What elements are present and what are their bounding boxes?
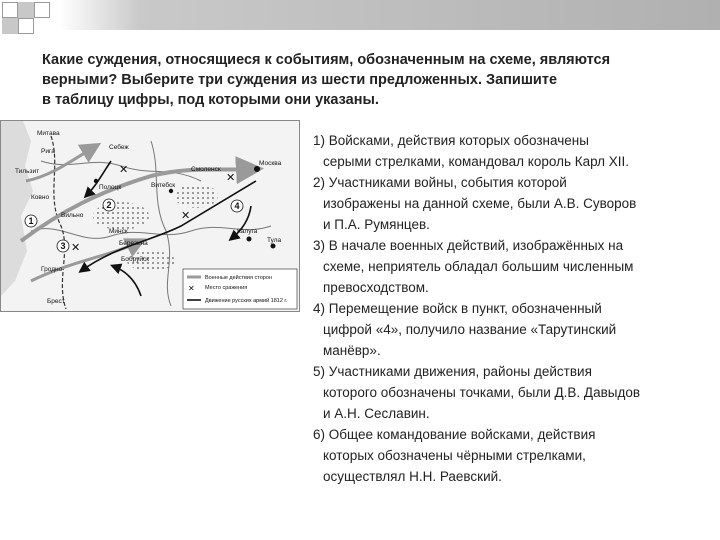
header-decoration-bar (0, 0, 720, 30)
legend-label: Военные действия сторон (205, 275, 272, 281)
answer-line: 5) Участниками движения, районы действия (313, 364, 592, 379)
decorative-square (34, 2, 50, 18)
map-label: Тильзит (15, 168, 40, 175)
answer-line: 4) Перемещение войск в пункт, обозначенный (313, 301, 602, 316)
map-label: Москва (259, 160, 282, 167)
question-text (42, 50, 692, 110)
partisan-area (93, 202, 149, 230)
question-line: Какие суждения, относящиеся к событиям, обозначенным на схеме, являются (42, 52, 611, 68)
map-label: Бобруйск (121, 256, 150, 263)
battle-site-icon: ✕ (181, 209, 191, 222)
city-dot (94, 179, 98, 183)
answer-line: 6) Общее командование войсками, действия (313, 427, 596, 442)
marker-number: 2 (106, 200, 112, 210)
answer-option-5 (308, 361, 708, 424)
marker-number: 3 (60, 241, 66, 251)
decorative-square (18, 18, 34, 34)
map-label: Брест (47, 298, 65, 305)
map-label: Калуга (237, 228, 258, 235)
answer-option-2 (308, 172, 708, 235)
answer-line: серыми стрелками, командовал король Карл XII. (323, 154, 630, 169)
map-label: Вильно (61, 212, 84, 219)
map-label: Витебск (151, 182, 176, 189)
battle-site-icon: ✕ (226, 171, 236, 184)
marker-number: 4 (234, 201, 240, 211)
partisan-area (174, 184, 218, 208)
answer-line: 2) Участниками войны, события которой (313, 175, 567, 190)
map-label: Тула (267, 237, 282, 244)
question-line: в таблицу цифры, под которыми они указаны. (42, 92, 379, 108)
decorative-square (18, 2, 34, 18)
decorative-square (2, 18, 18, 34)
answer-line: превосходством. (323, 280, 429, 295)
answer-option-1 (308, 130, 708, 172)
decorative-square (2, 2, 18, 18)
answer-option-6 (308, 424, 708, 487)
battle-site-icon: ✕ (119, 163, 129, 176)
city-dot (247, 237, 252, 242)
legend-label: Движение русских армий 1812 г. (205, 298, 288, 304)
historical-map (0, 120, 300, 312)
map-label: Рига (41, 148, 55, 155)
map-label: Гродно (41, 266, 63, 273)
map-drawing (1, 121, 299, 311)
answer-line: манёвр». (323, 343, 381, 358)
answer-line: схеме, неприятель обладал большим численным (323, 259, 634, 274)
question-line: верными? Выберите три суждения из шести предложенных. Запишите (42, 72, 558, 88)
map-label: Минск (109, 228, 128, 235)
answer-line: 3) В начале военных действий, изображённых на (313, 238, 624, 253)
answer-options (308, 130, 708, 487)
legend-swatch-battle-icon: ✕ (188, 284, 195, 293)
map-label: Ковно (31, 194, 50, 201)
battle-site-icon: ✕ (71, 241, 81, 254)
map-label: Смоленск (191, 166, 221, 173)
answer-line: цифрой «4», получило название «Тарутинский (323, 322, 617, 337)
answer-line: и П.А. Румянцев. (323, 217, 430, 232)
map-label: Митава (37, 130, 60, 137)
answer-option-3 (308, 235, 708, 298)
answer-line: которых обозначены чёрными стрелками, (323, 448, 586, 463)
answer-line: изображены на данной схеме, были А.В. Суворов (323, 196, 637, 211)
answer-line: 1) Войсками, действия которых обозначены (313, 133, 589, 148)
city-dot (169, 189, 173, 193)
answer-line: которого обозначены точками, были Д.В. Давыдов (323, 385, 641, 400)
legend-label: Место сражения (205, 285, 248, 291)
answer-option-4 (308, 298, 708, 361)
answer-line: и А.Н. Сеславин. (323, 406, 430, 421)
map-label: Березина (119, 240, 148, 247)
city-dot (271, 244, 276, 249)
map-label: Полоцк (99, 184, 122, 191)
marker-number: 1 (28, 216, 34, 226)
map-label: Себеж (109, 144, 129, 151)
answer-line: осуществлял Н.Н. Раевский. (323, 469, 502, 484)
